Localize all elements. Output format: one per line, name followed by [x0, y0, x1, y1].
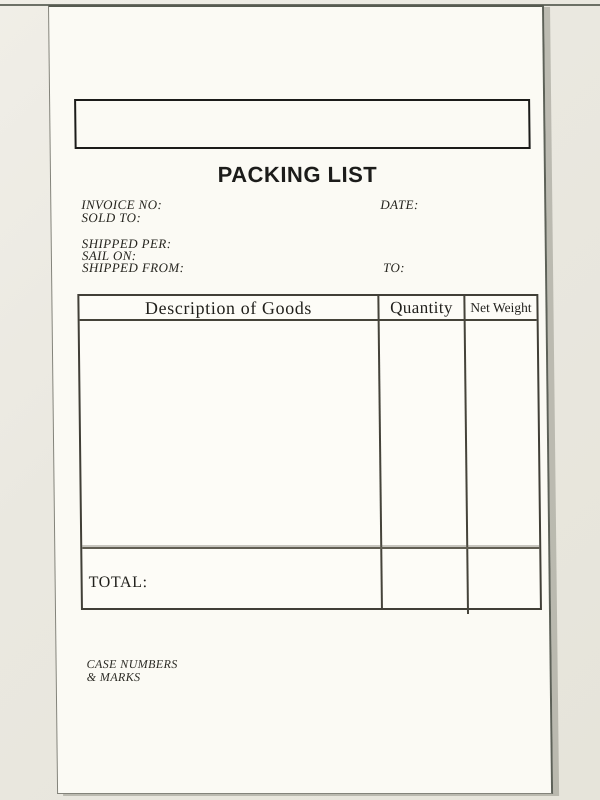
shipped-from-label: SHIPPED FROM:	[81, 260, 185, 275]
date-label: DATE:	[380, 197, 419, 212]
case-numbers-note	[87, 658, 178, 684]
goods-table	[77, 294, 542, 610]
column-header-description: Description of Goods	[144, 298, 313, 318]
table-total-rule	[82, 547, 539, 549]
total-label: TOTAL:	[88, 574, 148, 591]
sold-to-label: SOLD TO:	[81, 210, 142, 225]
case-numbers-line2: & MARKS	[86, 670, 141, 684]
column-header-net-weight: Net Weight	[470, 300, 532, 315]
sail-on-label: SAIL ON:	[81, 248, 137, 263]
table-divider-net-weight	[463, 296, 469, 614]
to-label: TO:	[382, 260, 406, 275]
column-header-quantity: Quantity	[390, 298, 453, 317]
case-numbers-line1: CASE NUMBERS	[86, 657, 178, 671]
table-header-rule	[80, 319, 537, 321]
shipped-per-label: SHIPPED PER:	[81, 236, 172, 251]
page-title: PACKING LIST	[217, 162, 378, 187]
packing-list-page	[48, 5, 553, 794]
table-divider-quantity	[377, 296, 383, 608]
letterhead-box	[74, 99, 531, 149]
invoice-no-label: INVOICE NO:	[81, 197, 163, 212]
